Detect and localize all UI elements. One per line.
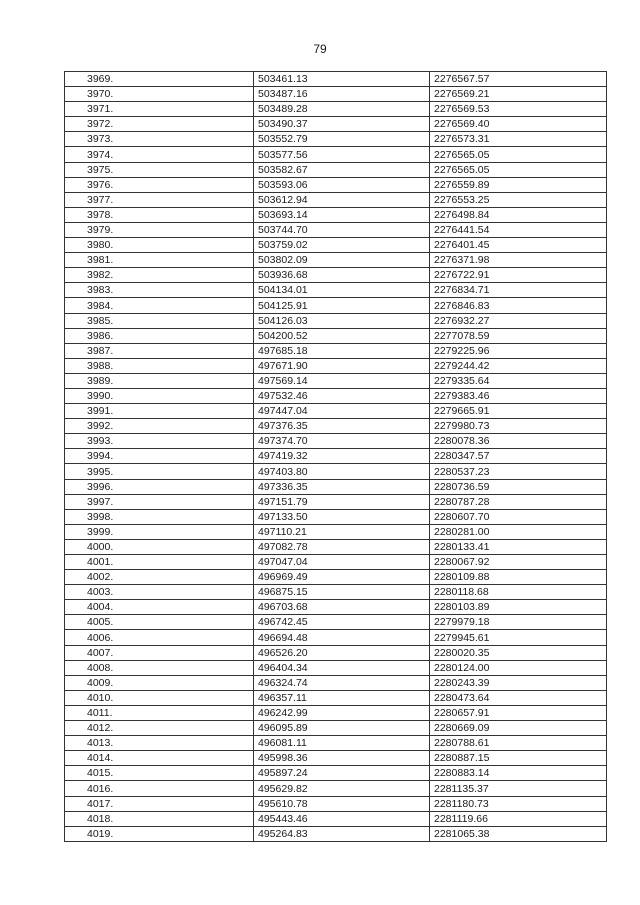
- x-coordinate-cell: 503802.09: [254, 253, 430, 268]
- table-row: [65, 72, 607, 87]
- x-coordinate-cell: 497047.04: [254, 555, 430, 570]
- x-coordinate-cell: 495264.83: [254, 826, 430, 841]
- point-number-cell: 4007.: [65, 645, 254, 660]
- table-row: [65, 283, 607, 298]
- table-row: [65, 388, 607, 403]
- y-coordinate-cell: 2277078.59: [430, 328, 607, 343]
- table-row: [65, 811, 607, 826]
- x-coordinate-cell: 496703.68: [254, 600, 430, 615]
- point-number-cell: 4018.: [65, 811, 254, 826]
- x-coordinate-cell: 496357.11: [254, 690, 430, 705]
- point-number-cell: 3981.: [65, 253, 254, 268]
- point-number-cell: 4011.: [65, 705, 254, 720]
- table-row: [65, 751, 607, 766]
- table-row: [65, 705, 607, 720]
- point-number-cell: 3984.: [65, 298, 254, 313]
- y-coordinate-cell: 2276553.25: [430, 192, 607, 207]
- point-number-cell: 3982.: [65, 268, 254, 283]
- point-number-cell: 4001.: [65, 555, 254, 570]
- x-coordinate-cell: 497419.32: [254, 449, 430, 464]
- point-number-cell: 4016.: [65, 781, 254, 796]
- table-row: [65, 736, 607, 751]
- x-coordinate-cell: 495998.36: [254, 751, 430, 766]
- x-coordinate-cell: 503693.14: [254, 207, 430, 222]
- y-coordinate-cell: 2276569.40: [430, 117, 607, 132]
- y-coordinate-cell: 2279244.42: [430, 358, 607, 373]
- y-coordinate-cell: 2279225.96: [430, 343, 607, 358]
- table-row: [65, 268, 607, 283]
- table-row: [65, 87, 607, 102]
- point-number-cell: 3989.: [65, 373, 254, 388]
- y-coordinate-cell: 2280883.14: [430, 766, 607, 781]
- table-row: [65, 630, 607, 645]
- x-coordinate-cell: 495897.24: [254, 766, 430, 781]
- x-coordinate-cell: 503461.13: [254, 72, 430, 87]
- x-coordinate-cell: 503552.79: [254, 132, 430, 147]
- x-coordinate-cell: 497403.80: [254, 464, 430, 479]
- y-coordinate-cell: 2279383.46: [430, 388, 607, 403]
- y-coordinate-cell: 2280736.59: [430, 479, 607, 494]
- x-coordinate-cell: 503489.28: [254, 102, 430, 117]
- y-coordinate-cell: 2280133.41: [430, 539, 607, 554]
- point-number-cell: 4009.: [65, 675, 254, 690]
- table-row: [65, 449, 607, 464]
- x-coordinate-cell: 495629.82: [254, 781, 430, 796]
- table-row: [65, 222, 607, 237]
- point-number-cell: 3998.: [65, 509, 254, 524]
- point-number-cell: 4010.: [65, 690, 254, 705]
- page-number: 79: [313, 42, 327, 56]
- x-coordinate-cell: 497532.46: [254, 388, 430, 403]
- y-coordinate-cell: 2281135.37: [430, 781, 607, 796]
- x-coordinate-cell: 496324.74: [254, 675, 430, 690]
- x-coordinate-cell: 495610.78: [254, 796, 430, 811]
- x-coordinate-cell: 504200.52: [254, 328, 430, 343]
- x-coordinate-cell: 497151.79: [254, 494, 430, 509]
- x-coordinate-cell: 497336.35: [254, 479, 430, 494]
- x-coordinate-cell: 496242.99: [254, 705, 430, 720]
- y-coordinate-cell: 2276834.71: [430, 283, 607, 298]
- y-coordinate-cell: 2280020.35: [430, 645, 607, 660]
- table-row: [65, 298, 607, 313]
- point-number-cell: 3977.: [65, 192, 254, 207]
- y-coordinate-cell: 2280067.92: [430, 555, 607, 570]
- table-row: [65, 404, 607, 419]
- point-number-cell: 3972.: [65, 117, 254, 132]
- x-coordinate-cell: 504125.91: [254, 298, 430, 313]
- x-coordinate-cell: 495443.46: [254, 811, 430, 826]
- y-coordinate-cell: 2276569.53: [430, 102, 607, 117]
- table-row: [65, 585, 607, 600]
- table-row: [65, 690, 607, 705]
- y-coordinate-cell: 2280473.64: [430, 690, 607, 705]
- y-coordinate-cell: 2280537.23: [430, 464, 607, 479]
- point-number-cell: 4005.: [65, 615, 254, 630]
- table-row: [65, 238, 607, 253]
- y-coordinate-cell: 2281065.38: [430, 826, 607, 841]
- x-coordinate-cell: 503744.70: [254, 222, 430, 237]
- y-coordinate-cell: 2276441.54: [430, 222, 607, 237]
- y-coordinate-cell: 2276567.57: [430, 72, 607, 87]
- x-coordinate-cell: 497569.14: [254, 373, 430, 388]
- point-number-cell: 3979.: [65, 222, 254, 237]
- y-coordinate-cell: 2280243.39: [430, 675, 607, 690]
- table-row: [65, 555, 607, 570]
- x-coordinate-cell: 496095.89: [254, 721, 430, 736]
- y-coordinate-cell: 2280887.15: [430, 751, 607, 766]
- point-number-cell: 3974.: [65, 147, 254, 162]
- x-coordinate-cell: 503936.68: [254, 268, 430, 283]
- y-coordinate-cell: 2280103.89: [430, 600, 607, 615]
- table-row: [65, 343, 607, 358]
- y-coordinate-cell: 2281119.66: [430, 811, 607, 826]
- x-coordinate-cell: 496742.45: [254, 615, 430, 630]
- x-coordinate-cell: 496081.11: [254, 736, 430, 751]
- y-coordinate-cell: 2279665.91: [430, 404, 607, 419]
- coordinates-table: [64, 71, 607, 842]
- x-coordinate-cell: 503487.16: [254, 87, 430, 102]
- point-number-cell: 3969.: [65, 72, 254, 87]
- y-coordinate-cell: 2276932.27: [430, 313, 607, 328]
- point-number-cell: 3975.: [65, 162, 254, 177]
- point-number-cell: 3971.: [65, 102, 254, 117]
- point-number-cell: 3983.: [65, 283, 254, 298]
- point-number-cell: 3993.: [65, 434, 254, 449]
- table-row: [65, 494, 607, 509]
- y-coordinate-cell: 2276401.45: [430, 238, 607, 253]
- point-number-cell: 4008.: [65, 660, 254, 675]
- x-coordinate-cell: 503577.56: [254, 147, 430, 162]
- x-coordinate-cell: 496875.15: [254, 585, 430, 600]
- y-coordinate-cell: 2281180.73: [430, 796, 607, 811]
- table-row: [65, 781, 607, 796]
- table-row: [65, 419, 607, 434]
- y-coordinate-cell: 2280787.28: [430, 494, 607, 509]
- y-coordinate-cell: 2276565.05: [430, 162, 607, 177]
- y-coordinate-cell: 2276371.98: [430, 253, 607, 268]
- x-coordinate-cell: 503593.06: [254, 177, 430, 192]
- x-coordinate-cell: 497082.78: [254, 539, 430, 554]
- x-coordinate-cell: 496969.49: [254, 570, 430, 585]
- table-row: [65, 358, 607, 373]
- point-number-cell: 3997.: [65, 494, 254, 509]
- table-row: [65, 796, 607, 811]
- table-row: [65, 660, 607, 675]
- y-coordinate-cell: 2280281.00: [430, 524, 607, 539]
- point-number-cell: 4000.: [65, 539, 254, 554]
- table-row: [65, 253, 607, 268]
- y-coordinate-cell: 2276565.05: [430, 147, 607, 162]
- point-number-cell: 3987.: [65, 343, 254, 358]
- point-number-cell: 3994.: [65, 449, 254, 464]
- x-coordinate-cell: 496694.48: [254, 630, 430, 645]
- table-row: [65, 539, 607, 554]
- y-coordinate-cell: 2276722.91: [430, 268, 607, 283]
- x-coordinate-cell: 504126.03: [254, 313, 430, 328]
- table-row: [65, 147, 607, 162]
- y-coordinate-cell: 2280118.68: [430, 585, 607, 600]
- table-row: [65, 117, 607, 132]
- x-coordinate-cell: 503490.37: [254, 117, 430, 132]
- table-row: [65, 162, 607, 177]
- point-number-cell: 4003.: [65, 585, 254, 600]
- table-row: [65, 313, 607, 328]
- table-row: [65, 524, 607, 539]
- table-row: [65, 479, 607, 494]
- coordinates-table-body: [65, 72, 607, 842]
- y-coordinate-cell: 2280607.70: [430, 509, 607, 524]
- point-number-cell: 3995.: [65, 464, 254, 479]
- table-row: [65, 570, 607, 585]
- table-row: [65, 373, 607, 388]
- y-coordinate-cell: 2280078.36: [430, 434, 607, 449]
- y-coordinate-cell: 2276559.89: [430, 177, 607, 192]
- point-number-cell: 3978.: [65, 207, 254, 222]
- y-coordinate-cell: 2276498.84: [430, 207, 607, 222]
- point-number-cell: 4012.: [65, 721, 254, 736]
- y-coordinate-cell: 2279335.64: [430, 373, 607, 388]
- point-number-cell: 3980.: [65, 238, 254, 253]
- y-coordinate-cell: 2280657.91: [430, 705, 607, 720]
- y-coordinate-cell: 2280347.57: [430, 449, 607, 464]
- point-number-cell: 4014.: [65, 751, 254, 766]
- table-row: [65, 645, 607, 660]
- table-row: [65, 826, 607, 841]
- y-coordinate-cell: 2279979.18: [430, 615, 607, 630]
- point-number-cell: 3999.: [65, 524, 254, 539]
- y-coordinate-cell: 2280124.00: [430, 660, 607, 675]
- table-row: [65, 675, 607, 690]
- point-number-cell: 4013.: [65, 736, 254, 751]
- y-coordinate-cell: 2276846.83: [430, 298, 607, 313]
- point-number-cell: 3976.: [65, 177, 254, 192]
- point-number-cell: 4017.: [65, 796, 254, 811]
- x-coordinate-cell: 497447.04: [254, 404, 430, 419]
- x-coordinate-cell: 496404.34: [254, 660, 430, 675]
- x-coordinate-cell: 497374.70: [254, 434, 430, 449]
- point-number-cell: 4004.: [65, 600, 254, 615]
- x-coordinate-cell: 497110.21: [254, 524, 430, 539]
- y-coordinate-cell: 2280788.61: [430, 736, 607, 751]
- point-number-cell: 3986.: [65, 328, 254, 343]
- table-row: [65, 192, 607, 207]
- point-number-cell: 4006.: [65, 630, 254, 645]
- x-coordinate-cell: 503759.02: [254, 238, 430, 253]
- table-row: [65, 509, 607, 524]
- y-coordinate-cell: 2276573.31: [430, 132, 607, 147]
- point-number-cell: 3991.: [65, 404, 254, 419]
- y-coordinate-cell: 2279945.61: [430, 630, 607, 645]
- point-number-cell: 4002.: [65, 570, 254, 585]
- point-number-cell: 3990.: [65, 388, 254, 403]
- x-coordinate-cell: 497671.90: [254, 358, 430, 373]
- x-coordinate-cell: 497376.35: [254, 419, 430, 434]
- point-number-cell: 3996.: [65, 479, 254, 494]
- table-row: [65, 600, 607, 615]
- point-number-cell: 3985.: [65, 313, 254, 328]
- table-row: [65, 328, 607, 343]
- x-coordinate-cell: 496526.20: [254, 645, 430, 660]
- x-coordinate-cell: 504134.01: [254, 283, 430, 298]
- table-row: [65, 102, 607, 117]
- table-row: [65, 464, 607, 479]
- table-row: [65, 177, 607, 192]
- x-coordinate-cell: 503612.94: [254, 192, 430, 207]
- table-row: [65, 721, 607, 736]
- point-number-cell: 3992.: [65, 419, 254, 434]
- y-coordinate-cell: 2279980.73: [430, 419, 607, 434]
- point-number-cell: 3973.: [65, 132, 254, 147]
- point-number-cell: 4015.: [65, 766, 254, 781]
- x-coordinate-cell: 497685.18: [254, 343, 430, 358]
- y-coordinate-cell: 2280109.88: [430, 570, 607, 585]
- x-coordinate-cell: 503582.67: [254, 162, 430, 177]
- point-number-cell: 3988.: [65, 358, 254, 373]
- point-number-cell: 3970.: [65, 87, 254, 102]
- table-row: [65, 132, 607, 147]
- y-coordinate-cell: 2280669.09: [430, 721, 607, 736]
- table-row: [65, 434, 607, 449]
- y-coordinate-cell: 2276569.21: [430, 87, 607, 102]
- point-number-cell: 4019.: [65, 826, 254, 841]
- table-row: [65, 766, 607, 781]
- x-coordinate-cell: 497133.50: [254, 509, 430, 524]
- table-row: [65, 615, 607, 630]
- table-row: [65, 207, 607, 222]
